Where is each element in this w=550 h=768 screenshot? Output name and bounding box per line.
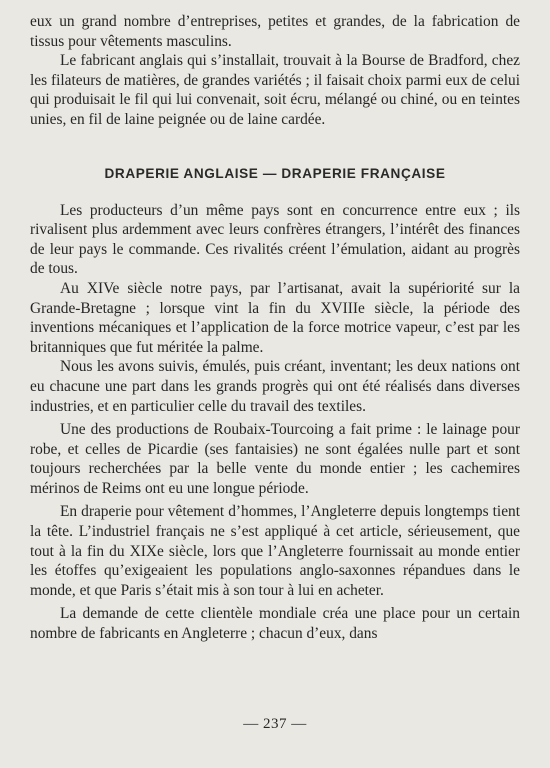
paragraph-concurrence: Les producteurs d’un même pays sont en concurrence entre eux ; ils rivalisent plus ardemment avec leurs confrères étrangers, l’intérêt des finances de leur pays le commande. Ces rivalités créent l’émulation, aidant au progrès de tous. [30,201,520,278]
paragraph-xive-siecle: Au XIVe siècle notre pays, par l’artisanat, avait la supériorité sur la Grande-Bretagne ; lorsque vint la fin du XVIIIe siècle, la période des inventions mécaniques et l’application de la force motrice vapeur, c’est par les britanniques que fut méritée la palme. [30,279,520,356]
paragraph-continuation: eux un grand nombre d’entreprises, petites et grandes, de la fabrication de tissus pour vêtements masculins. [30,13,520,50]
paragraph-bradford: Le fabricant anglais qui s’installait, trouvait à la Bourse de Bradford, chez les filateurs de matières, de grandes variétés ; il faisait choix parmi eux de celui qui produisait le fil qui lui convenait, soit écru, mélangé ou chiné, ou en teintes unies, en fil de laine peignée ou de laine cardée. [30,52,520,128]
paragraph-nous-les-avons: Nous les avons suivis, émulés, puis créant, inventant; les deux nations ont eu chacune une part dans les grands progrès qui ont été réalisés dans diverses industries, et en particulier celle du travail des textiles. [30,358,520,415]
paragraph-demande: La demande de cette clientèle mondiale créa une place pour un certain nombre de fabricants en Angleterre ; chacun d’eux, dans [30,605,520,643]
section-heading: DRAPERIE ANGLAISE — DRAPERIE FRANÇAISE [104,165,446,181]
paragraph-draperie-hommes: En draperie pour vêtement d’hommes, l’Angleterre depuis longtemps tient la tête. L’industriel français ne s’est appliqué à cet article, sérieusement, que tout à la fin du XIXe siècle, lors que l’Angleterre fournissait au monde entier les étoffes qu’exigeaient les populations anglo-saxonnes répandues dans le monde, et que Paris s’était mis à son tour à lui en acheter. [30,503,520,599]
page-number: — 237 — [243,716,307,732]
paragraph-roubaix: Une des productions de Roubaix-Tourcoing a fait prime : le lainage pour robe, et celles de Picardie (ses fantaisies) ne sont égalées nulle part et sont toujours recherchées par la belle vente du monde entier ; les cachemires mérinos de Reims ont eu une longue période. [30,421,520,497]
